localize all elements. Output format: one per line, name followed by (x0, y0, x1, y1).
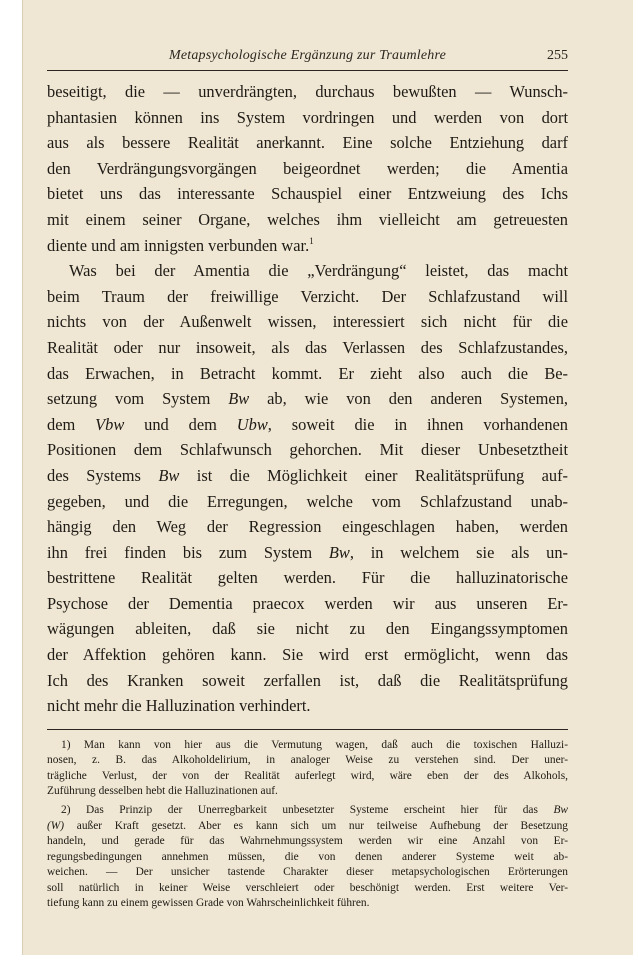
text-line: Ich des Kranken soweit zerfallen ist, daß die Realitätsprüfung (47, 670, 568, 690)
text-line: beim Traum der freiwillige Verzicht. Der Schlafzustand will (47, 286, 568, 306)
text-line: gegeben, und die Erregungen, welche vom Schlafzustand unab- (47, 491, 568, 511)
footnote-line: 2) Das Prinzip der Unerregbarkeit unbesetzter Systeme erscheint hier für das Bw (61, 804, 568, 817)
footnote-line: 1) Man kann von hier aus die Vermutung wagen, daß auch die toxischen Halluzi- (61, 738, 568, 751)
text-line-with-footnote (47, 565, 568, 591)
footnote-line: tiefung kann zu einem gewissen Grade von Wahrscheinlichkeit führen. (47, 896, 370, 909)
text-line: Was bei der Amentia die „Verdrängung“ leistet, das macht (69, 261, 568, 281)
book-page (22, 0, 633, 955)
text-line: Realität oder nur insoweit, als das Verlassen des Schlafzustandes, (47, 337, 568, 357)
text-line: dem Vbw und dem Ubw, soweit die in ihnen vorhandenen (47, 414, 568, 434)
footnote-line: nosen, z. B. das Alkoholdelirium, in analoger Weise zu verstehen sind. Der uner- (47, 754, 568, 767)
running-head (47, 48, 568, 68)
text-line: phantasien können ins System vordringen und werden von dort (47, 107, 568, 127)
page-content (47, 48, 568, 915)
text-line-content: diente und am innigsten verbunden war. (47, 235, 310, 255)
footnote-line: Zuführung desselben hebt die Halluzinationen auf. (47, 785, 278, 798)
footnote-mark-1: 1 (309, 235, 314, 246)
text-line: der Affektion gehören kann. Sie wird erst ermöglicht, wenn das (47, 645, 568, 665)
text-line-with-footnote (47, 233, 568, 259)
footnote-line: trägliche Verlust, der von der Realität auferlegt wird, wäre eben der des Alkohols, (47, 769, 568, 782)
running-head-title: Metapsychologische Ergänzung zur Traumlehre (168, 48, 447, 63)
footnote-line: weichen. — Der unsicher tastende Charakter dieser metapsychologischen Erörterungen (47, 866, 568, 879)
text-line: hängig den Weg der Regression eingeschlagen haben, werden (47, 517, 568, 537)
text-line: Positionen dem Schlafwunsch gehorchen. Mit dieser Unbesetztheit (47, 440, 568, 460)
body-text (47, 79, 568, 719)
footnotes (47, 738, 568, 911)
text-line: Psychose der Dementia praecox werden wir aus unseren Er- (47, 593, 568, 613)
page-number: 255 (547, 48, 568, 63)
text-line: beseitigt, die — unverdrängten, durchaus bewußten — Wunsch- (47, 82, 568, 101)
footnote-line: soll natürlich in keiner Weise verschleiert oder beschönigt werden. Erst weitere Ver- (47, 881, 568, 894)
text-line: nicht mehr die Halluzination verhindert. (47, 696, 311, 716)
footnote-2 (47, 803, 568, 911)
paragraph-2 (47, 258, 568, 719)
text-line: bietet uns das interessante Schauspiel einer Entzweiung des Ichs (47, 184, 568, 204)
footnote-line: regungsbedingungen annehmen müssen, die von denen anderer Systeme weit ab- (47, 850, 568, 863)
footnote-rule (47, 729, 568, 730)
text-line: setzung vom System Bw ab, wie von den anderen Systemen, (47, 389, 568, 409)
text-line: den Verdrängungsvorgängen beigeordnet werden; die Amentia (47, 158, 568, 178)
text-line: des Systems Bw ist die Möglichkeit einer Realitätsprüfung auf- (47, 465, 568, 485)
header-rule (47, 70, 568, 71)
text-line: das Erwachen, in Betracht kommt. Er zieht also auch die Be- (47, 363, 568, 383)
footnote-1 (47, 738, 568, 800)
footnote-line: handeln, und gerade für das Wahrnehmungssystem werden wir eine Anzahl von Er- (47, 835, 568, 848)
text-line: nichts von der Außenwelt wissen, interessiert sich nicht für die (47, 312, 568, 332)
text-line: wägungen ableiten, daß sie nicht zu den Eingangssymptomen (47, 619, 568, 639)
text-line: mit einem seiner Organe, welches ihm vielleicht am getreuesten (47, 209, 568, 229)
paragraph-1 (47, 79, 568, 258)
footnote-line: (W) außer Kraft gesetzt. Aber es kann sich um nur teilweise Aufhebung der Besetzung (47, 819, 568, 832)
text-line: ihn frei finden bis zum System Bw, in welchem sie als un- (47, 542, 568, 562)
text-line: aus als bessere Realität anerkannt. Eine solche Entziehung darf (47, 133, 568, 153)
text-line-content: bestrittene Realität gelten werden. Für die halluzinatorische (47, 568, 568, 588)
